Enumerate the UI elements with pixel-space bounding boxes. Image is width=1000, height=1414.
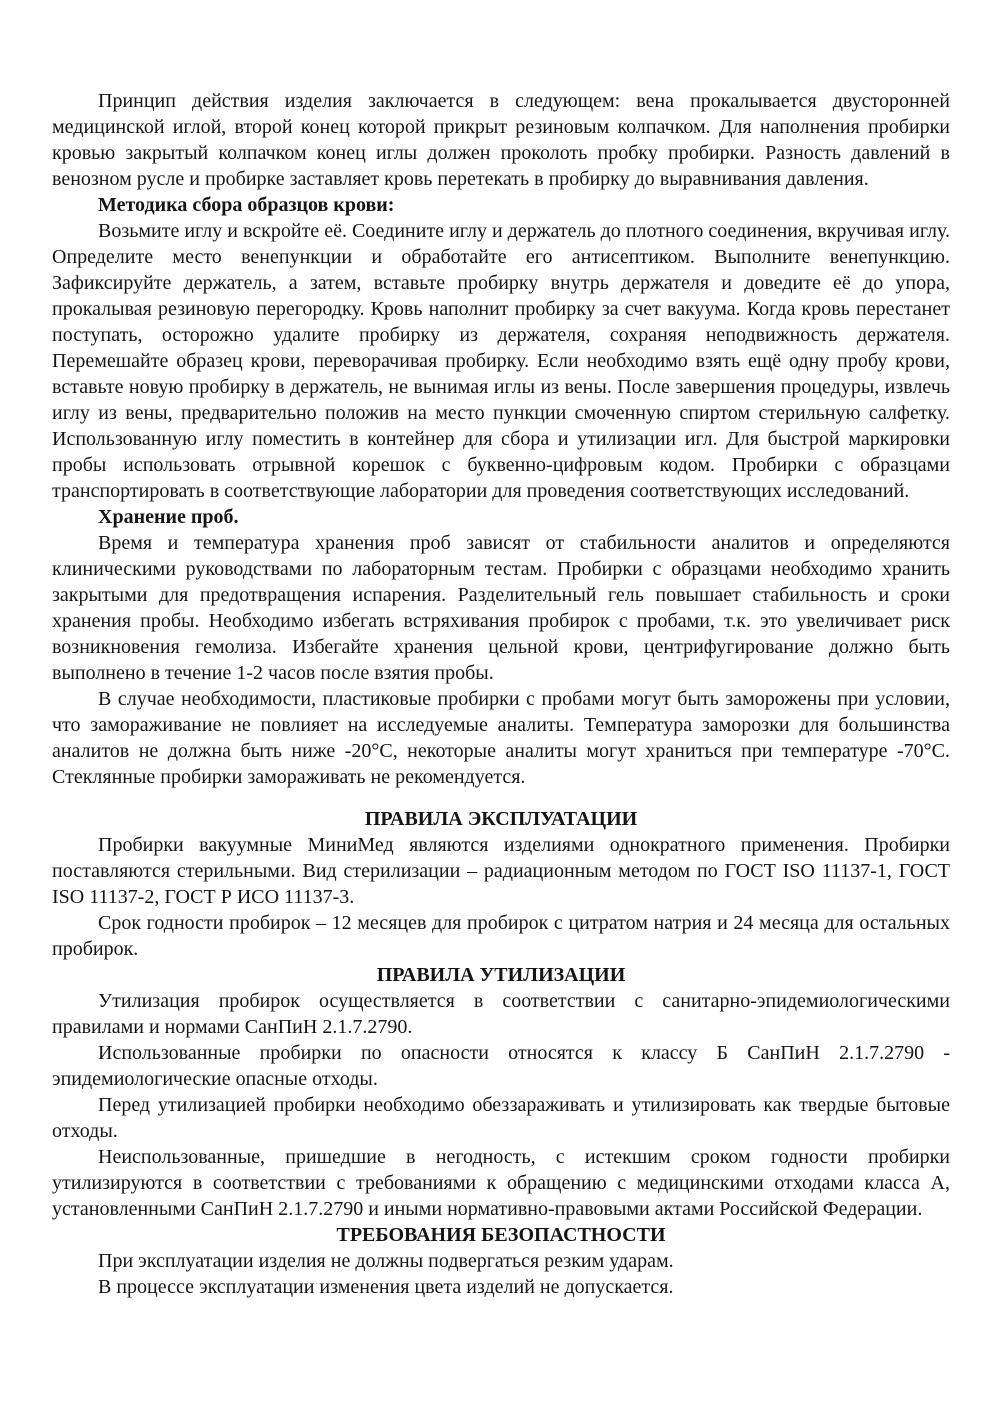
paragraph-used-tubes-class-b: Использованные пробирки по опасности относятся к классу Б СанПиН 2.1.7.2790 - эпидемиологические опасные отходы. xyxy=(52,1042,950,1090)
paragraph-operating-principle: Принцип действия изделия заключается в следующем: вена прокалывается двусторонней медицинской иглой, второй конец которой прикрыт резиновым колпачком. Для наполнения пробирки кровью закрытый колпачком конец иглы должен проколоть пробку пробирки. Разность давлений в венозном русле и пробирке заставляет кровь перетекать в пробирку до выравнивания давления. xyxy=(52,90,950,190)
paragraph-shelf-life: Срок годности пробирок – 12 месяцев для пробирок с цитратом натрия и 24 месяца для остальных пробирок. xyxy=(52,912,950,960)
paragraph-storage-conditions: Время и температура хранения проб зависят от стабильности аналитов и определяются клиническими руководствами по лабораторным тестам. Пробирки с образцами необходимо хранить закрытыми для предотвращения испарения. Разделительный гель повышает стабильность и сроки хранения пробы. Необходимо избегать встряхивания пробирок с пробами, т.к. это увеличивает риск возникновения гемолиза. Избегайте хранения цельной крови, центрифугирование должно быть выполнено в течение 1-2 часов после взятия пробы. xyxy=(52,532,950,684)
paragraph-single-use-sterilization: Пробирки вакуумные МиниМед являются изделиями однократного применения. Пробирки поставляются стерильными. Вид стерилизации – радиационным методом по ГОСТ ISO 11137-1, ГОСТ ISO 11137-2, ГОСТ Р ИСО 11137-3. xyxy=(52,834,950,908)
section-title-operation-rules: ПРАВИЛА ЭКСПЛУАТАЦИИ xyxy=(364,808,638,830)
section-title-safety-requirements: ТРЕБОВАНИЯ БЕЗОПАСТНОСТИ xyxy=(336,1224,666,1246)
heading-sample-storage: Хранение проб. xyxy=(98,506,239,528)
paragraph-unused-tubes-disposal: Неиспользованные, пришедшие в негодность, с истекшим сроком годности пробирки утилизируются в соответствии с требованиями к обращению с медицинскими отходами класса А, установленными СанПиН 2.1.7.2790 и иными нормативно-правовыми актами Российской Федерации. xyxy=(52,1146,950,1220)
paragraph-no-color-change: В процессе эксплуатации изменения цвета изделий не допускается. xyxy=(98,1276,674,1298)
paragraph-no-sharp-impacts: При эксплуатации изделия не должны подвергаться резким ударам. xyxy=(98,1250,674,1272)
heading-blood-collection-method: Методика сбора образцов крови: xyxy=(98,194,395,216)
paragraph-disposal-sanpin: Утилизация пробирок осуществляется в соответствии с санитарно-эпидемиологическими правилами и нормами СанПиН 2.1.7.2790. xyxy=(52,990,950,1038)
paragraph-decontamination: Перед утилизацией пробирки необходимо обеззараживать и утилизировать как твердые бытовые отходы. xyxy=(52,1094,950,1142)
paragraph-blood-collection-procedure: Возьмите иглу и вскройте её. Соедините иглу и держатель до плотного соединения, вкручивая иглу. Определите место венепункции и обработайте его антисептиком. Выполните венепункцию. Зафиксируйте держатель, а затем, вставьте пробирку внутрь держателя и доведите её до упора, прокалывая резиновую перегородку. Кровь наполнит пробирку за счет вакуума. Когда кровь перестанет поступать, осторожно удалите пробирку из держателя, сохраняя неподвижность держателя. Перемешайте образец крови, переворачивая пробирку. Если необходимо взять ещё одну пробу крови, вставьте новую пробирку в держатель, не вынимая иглы из вены. После завершения процедуры, извлечь иглу из вены, предварительно положив на место пункции смоченную спиртом стерильную салфетку. Использованную иглу поместить в контейнер для сбора и утилизации игл. Для быстрой маркировки пробы использовать отрывной корешок с буквенно-цифровым кодом. Пробирки с образцами транспортировать в соответствующие лаборатории для проведения соответствующих исследований. xyxy=(52,220,950,502)
paragraph-freezing-conditions: В случае необходимости, пластиковые пробирки с пробами могут быть заморожены при условии, что замораживание не повлияет на исследуемые аналиты. Температура заморозки для большинства аналитов не должна быть ниже -20°С, некоторые аналиты могут храниться при температуре -70°С. Стеклянные пробирки замораживать не рекомендуется. xyxy=(52,688,950,788)
section-title-disposal-rules: ПРАВИЛА УТИЛИЗАЦИИ xyxy=(376,964,626,986)
